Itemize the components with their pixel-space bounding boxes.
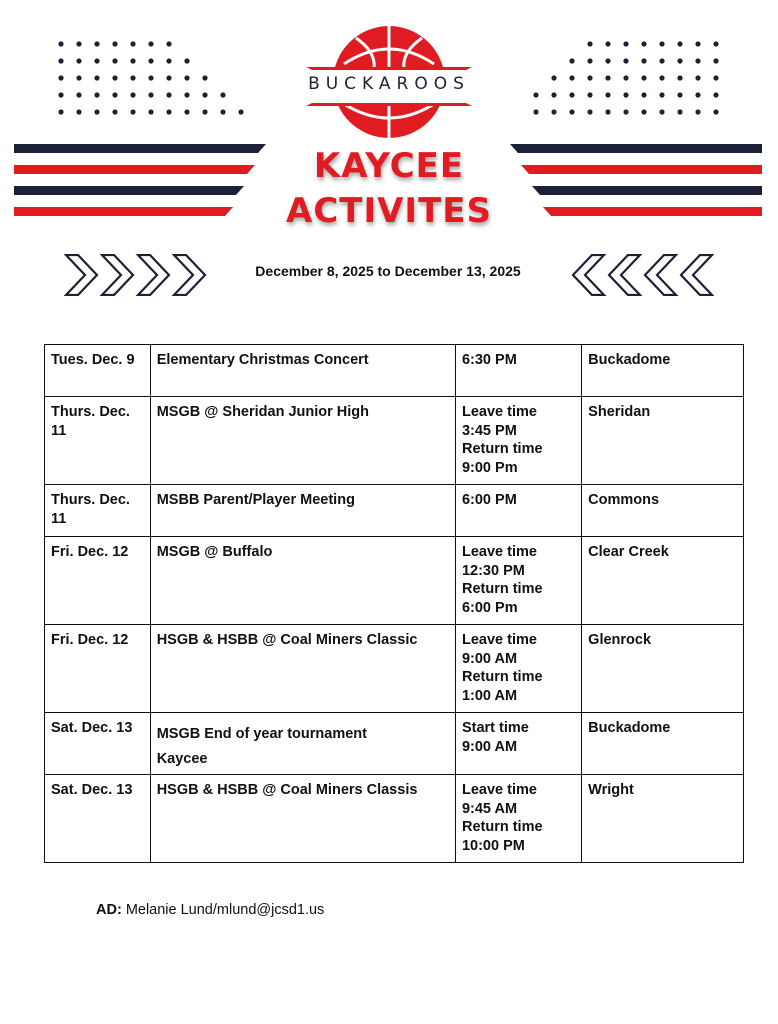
time-cell-line: Return time [461, 819, 543, 835]
dot [569, 109, 574, 114]
dot [148, 58, 153, 63]
date-cell [45, 485, 151, 537]
brand-name: BUCKAROOS [308, 74, 470, 94]
dot [533, 92, 538, 97]
date-cell-line: Tues. Dec. 9 [51, 352, 135, 368]
dot [94, 41, 99, 46]
stripes-right [510, 144, 762, 220]
date-cell-line: 11 [51, 422, 67, 439]
dot [695, 75, 700, 80]
dot [166, 75, 171, 80]
dot [76, 41, 81, 46]
dot [184, 75, 189, 80]
dot [58, 75, 63, 80]
time-cell-line: Leave time [461, 404, 537, 420]
dot [76, 75, 81, 80]
dot [166, 41, 171, 46]
dot [112, 92, 117, 97]
time-cell-line: Return time [461, 441, 543, 457]
time-cell-line: 6:00 Pm [461, 599, 518, 616]
location-cell [582, 485, 744, 537]
dot [713, 109, 718, 114]
dot [605, 58, 610, 63]
dot [220, 92, 225, 97]
time-cell-line: Leave time [461, 782, 537, 798]
dot [587, 41, 592, 46]
chevrons-right-icon [64, 254, 208, 296]
time-cell-line: 9:00 AM [461, 738, 518, 755]
title-line-1: KAYCEE [313, 146, 465, 186]
dot [587, 109, 592, 114]
time-cell-line: 9:45 AM [461, 800, 518, 817]
dot-pattern-right [530, 38, 730, 122]
dot [220, 109, 225, 114]
dot [659, 109, 664, 114]
dot [166, 92, 171, 97]
dot [569, 75, 574, 80]
dot [130, 41, 135, 46]
date-cell-line: Fri. Dec. 12 [51, 632, 129, 648]
dot [695, 92, 700, 97]
dot [677, 75, 682, 80]
date-cell [45, 537, 151, 625]
dot [130, 58, 135, 63]
dot [605, 41, 610, 46]
table-row [45, 625, 744, 713]
ad-label: AD: [96, 902, 122, 918]
location-cell-text: Buckadome [588, 352, 671, 368]
dot [58, 92, 63, 97]
location-cell-text: Buckadome [588, 720, 671, 736]
time-cell [455, 775, 581, 863]
date-cell-line: Sat. Dec. 13 [51, 782, 133, 798]
dot [623, 75, 628, 80]
event-cell-line: HSGB & HSBB @ Coal Miners Classic [156, 632, 418, 648]
location-cell [582, 775, 744, 863]
dot [202, 75, 207, 80]
event-cell-line: MSGB End of year tournament [156, 726, 367, 742]
dot [148, 41, 153, 46]
dot [184, 109, 189, 114]
dot [605, 109, 610, 114]
date-cell [45, 713, 151, 775]
dot [76, 58, 81, 63]
location-cell-text: Glenrock [588, 632, 652, 648]
dot [713, 41, 718, 46]
time-cell-line: 1:00 AM [461, 687, 518, 704]
dot [184, 92, 189, 97]
time-cell-line: Return time [461, 581, 543, 597]
event-cell [150, 625, 455, 713]
dot [695, 109, 700, 114]
dot [569, 92, 574, 97]
dot [94, 92, 99, 97]
dot [551, 75, 556, 80]
dot [641, 58, 646, 63]
dot [130, 92, 135, 97]
table-row [45, 537, 744, 625]
dot [605, 75, 610, 80]
dot [641, 41, 646, 46]
dot [713, 58, 718, 63]
time-cell-line: 6:00 PM [461, 492, 517, 508]
chevrons-left-icon [570, 254, 714, 296]
title-line-2: ACTIVITES [286, 191, 492, 231]
dot [569, 58, 574, 63]
event-cell [150, 397, 455, 485]
location-cell [582, 713, 744, 775]
dot [94, 75, 99, 80]
dot [677, 58, 682, 63]
table-row [45, 345, 744, 397]
date-cell [45, 397, 151, 485]
dot [713, 75, 718, 80]
date-cell-line: 11 [51, 510, 67, 527]
dot [130, 109, 135, 114]
table-row [45, 485, 744, 537]
time-cell [455, 345, 581, 397]
dot [112, 75, 117, 80]
event-cell-line: HSGB & HSBB @ Coal Miners Classis [156, 782, 418, 798]
dot [677, 109, 682, 114]
dot [587, 75, 592, 80]
dot [695, 58, 700, 63]
date-cell-line: Thurs. Dec. [51, 492, 130, 508]
dot-pattern-left [56, 38, 266, 122]
dot [148, 75, 153, 80]
dot [76, 109, 81, 114]
dot [641, 75, 646, 80]
time-cell-line: 10:00 PM [461, 837, 525, 854]
event-cell-line: Kaycee [156, 750, 208, 767]
dot [202, 109, 207, 114]
location-cell [582, 397, 744, 485]
date-cell-line: Sat. Dec. 13 [51, 720, 133, 736]
dot [112, 41, 117, 46]
event-cell-line: MSGB @ Sheridan Junior High [156, 404, 370, 420]
dot [76, 92, 81, 97]
dot [184, 58, 189, 63]
dot [58, 41, 63, 46]
date-cell-line: Thurs. Dec. [51, 404, 130, 420]
dot [94, 58, 99, 63]
time-cell [455, 625, 581, 713]
dot [58, 58, 63, 63]
time-cell-line: 9:00 AM [461, 650, 518, 667]
dot [659, 92, 664, 97]
event-cell [150, 345, 455, 397]
dot [94, 109, 99, 114]
time-cell [455, 713, 581, 775]
dot [695, 41, 700, 46]
dot [587, 92, 592, 97]
event-cell [150, 713, 455, 775]
time-cell-line: Leave time [461, 632, 537, 648]
time-cell-line: Start time [461, 720, 529, 736]
ad-contact: Melanie Lund/mlund@jcsd1.us [125, 902, 325, 918]
dot [623, 41, 628, 46]
date-cell [45, 625, 151, 713]
event-cell [150, 775, 455, 863]
dot [623, 58, 628, 63]
time-cell-line: Leave time [461, 544, 537, 560]
dot [551, 109, 556, 114]
event-cell-line: MSBB Parent/Player Meeting [156, 492, 355, 508]
athletic-director-contact [96, 902, 324, 918]
dot [641, 109, 646, 114]
date-cell-line: Fri. Dec. 12 [51, 544, 129, 560]
location-cell [582, 345, 744, 397]
table-row [45, 775, 744, 863]
dot [551, 92, 556, 97]
table-row [45, 397, 744, 485]
event-cell [150, 537, 455, 625]
date-cell [45, 775, 151, 863]
dot [623, 92, 628, 97]
dot [148, 109, 153, 114]
dot [166, 109, 171, 114]
dot [605, 92, 610, 97]
time-cell [455, 485, 581, 537]
dot [713, 92, 718, 97]
event-cell [150, 485, 455, 537]
time-cell-line: 6:30 PM [461, 352, 517, 368]
time-cell-line: Return time [461, 669, 543, 685]
location-cell-text: Wright [588, 782, 634, 798]
time-cell-line: 9:00 Pm [461, 459, 518, 476]
dot [659, 58, 664, 63]
dot [659, 75, 664, 80]
dot [202, 92, 207, 97]
time-cell [455, 537, 581, 625]
dot [166, 58, 171, 63]
event-cell-line: MSGB @ Buffalo [156, 544, 273, 560]
dot [677, 41, 682, 46]
dot [112, 109, 117, 114]
dot [58, 109, 63, 114]
stripes-left [14, 144, 269, 220]
dot [623, 109, 628, 114]
time-cell-line: 3:45 PM [461, 422, 517, 439]
dot [587, 58, 592, 63]
schedule-table [44, 344, 744, 863]
location-cell-text: Sheridan [588, 404, 651, 420]
location-cell [582, 537, 744, 625]
dot [677, 92, 682, 97]
dot [112, 58, 117, 63]
table-row [45, 713, 744, 775]
dot [533, 109, 538, 114]
location-cell-text: Commons [588, 492, 660, 508]
location-cell [582, 625, 744, 713]
dot [130, 75, 135, 80]
time-cell [455, 397, 581, 485]
date-range: December 8, 2025 to December 13, 2025 [255, 263, 521, 279]
location-cell-text: Clear Creek [588, 544, 669, 560]
dot [641, 92, 646, 97]
dot [659, 41, 664, 46]
dot [148, 92, 153, 97]
dot [238, 109, 243, 114]
date-cell [45, 345, 151, 397]
event-cell-line: Elementary Christmas Concert [156, 352, 369, 368]
time-cell-line: 12:30 PM [461, 562, 525, 579]
